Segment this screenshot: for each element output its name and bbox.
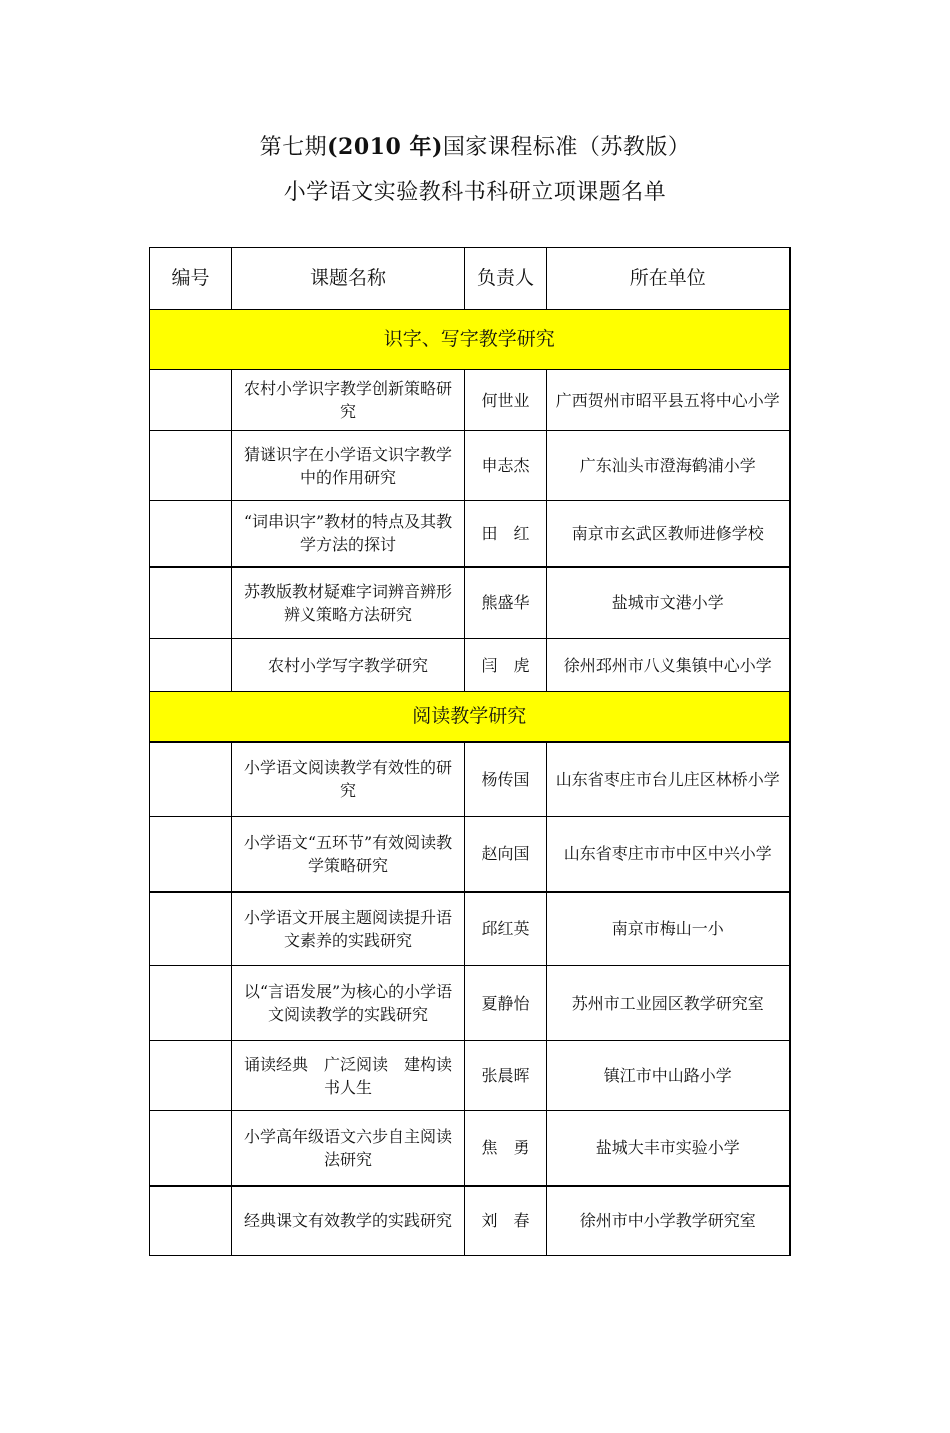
table-row [150, 966, 790, 1041]
cell-unit: 徐州邳州市八义集镇中心小学 [547, 639, 790, 692]
cell-leader: 邱红英 [465, 892, 547, 966]
cell-number [150, 501, 232, 567]
cell-number [150, 742, 232, 817]
cell-number [150, 370, 232, 431]
cell-unit: 山东省枣庄市市中区中兴小学 [547, 817, 790, 892]
table-row [150, 1041, 790, 1111]
cell-unit: 盐城市文港小学 [547, 567, 790, 639]
table-row [150, 817, 790, 892]
cell-topic: 苏教版教材疑难字词辨音辨形辨义策略方法研究 [232, 567, 465, 639]
cell-unit: 苏州市工业园区教学研究室 [547, 966, 790, 1041]
cell-leader: 张晨晖 [465, 1041, 547, 1111]
cell-unit: 盐城大丰市实验小学 [547, 1111, 790, 1186]
cell-unit: 广东汕头市澄海鹤浦小学 [547, 431, 790, 501]
table-row [150, 370, 790, 431]
cell-number [150, 817, 232, 892]
table-row [150, 567, 790, 639]
header-number: 编号 [150, 248, 232, 310]
header-leader: 负责人 [465, 248, 547, 310]
cell-topic: 小学语文阅读教学有效性的研究 [232, 742, 465, 817]
cell-number [150, 1041, 232, 1111]
cell-topic: 小学高年级语文六步自主阅读法研究 [232, 1111, 465, 1186]
cell-topic: 小学语文开展主题阅读提升语文素养的实践研究 [232, 892, 465, 966]
title-year: (2010 年) [327, 134, 443, 160]
cell-number [150, 639, 232, 692]
cell-number [150, 567, 232, 639]
table-row [150, 742, 790, 817]
cell-leader: 焦 勇 [465, 1111, 547, 1186]
table-row [150, 1186, 790, 1256]
cell-number [150, 1111, 232, 1186]
cell-topic: 农村小学识字教学创新策略研究 [232, 370, 465, 431]
cell-topic: “词串识字”教材的特点及其教学方法的探讨 [232, 501, 465, 567]
table-row [150, 431, 790, 501]
cell-leader: 刘 春 [465, 1186, 547, 1256]
cell-topic: 诵读经典 广泛阅读 建构读书人生 [232, 1041, 465, 1111]
cell-leader: 杨传国 [465, 742, 547, 817]
header-topic: 课题名称 [232, 248, 465, 310]
section-title: 识字、写字教学研究 [150, 310, 790, 370]
cell-topic: 农村小学写字教学研究 [232, 639, 465, 692]
document-title-line-1 [0, 132, 950, 163]
cell-number [150, 431, 232, 501]
table-row [150, 892, 790, 966]
table-row [150, 501, 790, 567]
document-title-line-2: 小学语文实验教科书科研立项课题名单 [283, 180, 667, 205]
cell-unit: 南京市梅山一小 [547, 892, 790, 966]
project-table [149, 247, 791, 1256]
cell-topic: 小学语文“五环节”有效阅读教学策略研究 [232, 817, 465, 892]
cell-unit: 广西贺州市昭平县五将中心小学 [547, 370, 790, 431]
cell-number [150, 966, 232, 1041]
cell-topic: 猜谜识字在小学语文识字教学中的作用研究 [232, 431, 465, 501]
cell-leader: 田 红 [465, 501, 547, 567]
header-unit: 所在单位 [547, 248, 790, 310]
title-suffix: 国家课程标准（苏教版） [442, 135, 691, 160]
title-prefix: 第七期 [259, 135, 328, 160]
cell-leader: 何世业 [465, 370, 547, 431]
table-header-row [150, 248, 790, 310]
cell-leader: 赵向国 [465, 817, 547, 892]
cell-leader: 夏静怡 [465, 966, 547, 1041]
cell-topic: 经典课文有效教学的实践研究 [232, 1186, 465, 1256]
section-row [150, 310, 790, 370]
cell-unit: 镇江市中山路小学 [547, 1041, 790, 1111]
cell-unit: 徐州市中小学教学研究室 [547, 1186, 790, 1256]
section-title: 阅读教学研究 [150, 692, 790, 742]
section-row [150, 692, 790, 742]
cell-unit: 山东省枣庄市台儿庄区林桥小学 [547, 742, 790, 817]
cell-unit: 南京市玄武区教师进修学校 [547, 501, 790, 567]
table-row [150, 1111, 790, 1186]
cell-leader: 闫 虎 [465, 639, 547, 692]
table-row [150, 639, 790, 692]
cell-leader: 申志杰 [465, 431, 547, 501]
cell-leader: 熊盛华 [465, 567, 547, 639]
cell-number [150, 1186, 232, 1256]
cell-number [150, 892, 232, 966]
cell-topic: 以“言语发展”为核心的小学语文阅读教学的实践研究 [232, 966, 465, 1041]
